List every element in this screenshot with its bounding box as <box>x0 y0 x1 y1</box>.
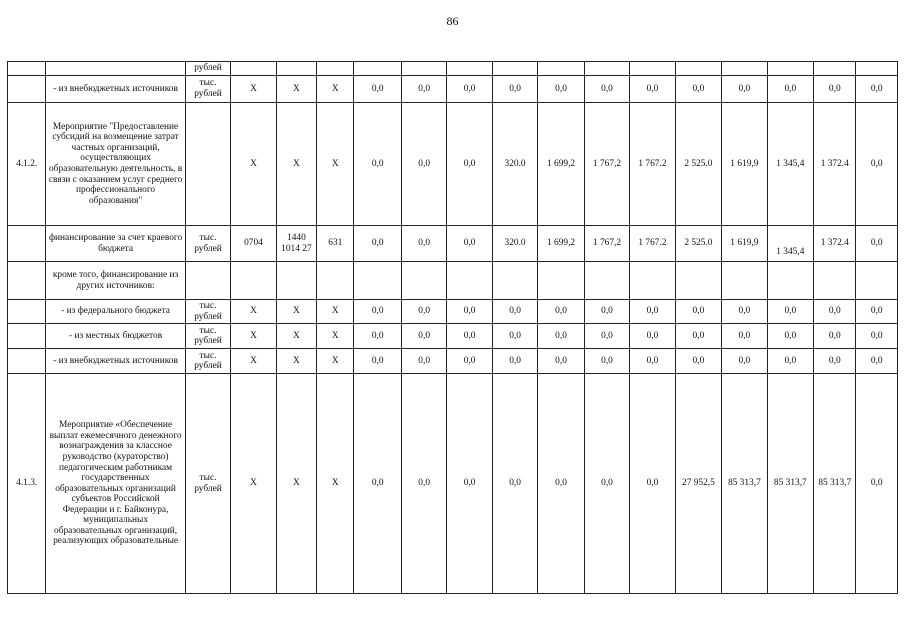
value-cell: 0,0 <box>447 300 492 324</box>
unit-cell: тыс. рублей <box>185 349 230 374</box>
value-cell: 0,0 <box>447 349 492 374</box>
expense-code <box>317 62 354 76</box>
table-row <box>8 103 898 226</box>
value-cell: 0,0 <box>354 226 401 262</box>
row-description: - из федерального бюджета <box>46 300 185 324</box>
row-description: Мероприятие «Обеспечение выплат ежемесячного денежного вознаграждения за классное руководство (кураторство) педагогическим работникам государственных образовательных организаций субъектов Российской Федерации и г. Байконура, муниципальных образовательных организаций, реализующих образовательные <box>46 374 185 594</box>
target-code: Х <box>276 349 316 374</box>
value-cell <box>630 62 675 76</box>
row-description: - из внебюджетных источников <box>46 76 185 103</box>
value-cell: 0,0 <box>814 300 856 324</box>
unit-cell <box>185 262 230 300</box>
expense-code: Х <box>317 103 354 226</box>
target-code: 1440 1014 27 <box>276 226 316 262</box>
page-number: 86 <box>446 14 459 28</box>
value-cell: 1 619,9 <box>722 226 767 262</box>
row-number: 4.1.2. <box>8 103 46 226</box>
value-cell: 0,0 <box>722 76 767 103</box>
value-cell <box>814 62 856 76</box>
row-description: - из местных бюджетов <box>46 324 185 349</box>
value-cell: 0,0 <box>675 76 721 103</box>
value-cell <box>856 62 898 76</box>
value-cell <box>722 62 767 76</box>
value-cell: 0,0 <box>722 324 767 349</box>
value-cell: 2 525.0 <box>675 226 721 262</box>
value-cell: 0,0 <box>354 300 401 324</box>
value-cell <box>675 262 721 300</box>
value-cell <box>447 62 492 76</box>
value-cell: 0,0 <box>814 76 856 103</box>
value-cell: 85 313,7 <box>767 374 813 594</box>
value-cell: 1 345,4 <box>767 103 813 226</box>
section-code: Х <box>231 349 276 374</box>
value-cell: 0,0 <box>630 349 675 374</box>
section-code <box>231 62 276 76</box>
table-row <box>8 262 898 300</box>
target-code: Х <box>276 324 316 349</box>
section-code: Х <box>231 324 276 349</box>
value-cell: 320.0 <box>492 103 537 226</box>
value-cell: 0,0 <box>856 76 898 103</box>
expense-code: Х <box>317 76 354 103</box>
value-cell: 0,0 <box>354 76 401 103</box>
value-cell: 0,0 <box>630 76 675 103</box>
row-number <box>8 62 46 76</box>
target-code: Х <box>276 374 316 594</box>
row-description: - из внебюджетных источников <box>46 349 185 374</box>
value-cell: 1 345,4 <box>767 226 813 262</box>
value-cell <box>354 262 401 300</box>
value-cell: 0,0 <box>401 324 446 349</box>
value-cell: 0,0 <box>630 324 675 349</box>
section-code: 0704 <box>231 226 276 262</box>
row-number <box>8 324 46 349</box>
target-code: Х <box>276 103 316 226</box>
value-cell: 0,0 <box>538 349 584 374</box>
value-cell: 1 767.2 <box>630 226 675 262</box>
value-cell <box>354 62 401 76</box>
value-cell: 1 767.2 <box>630 103 675 226</box>
value-cell <box>538 62 584 76</box>
value-cell: 85 313,7 <box>722 374 767 594</box>
value-cell: 0,0 <box>856 103 898 226</box>
value-cell: 0,0 <box>447 324 492 349</box>
expense-code: Х <box>317 324 354 349</box>
expense-code: Х <box>317 349 354 374</box>
value-cell: 0,0 <box>856 349 898 374</box>
value-cell: 0,0 <box>584 374 629 594</box>
value-cell: 0,0 <box>584 324 629 349</box>
value-cell: 0,0 <box>354 103 401 226</box>
section-code: Х <box>231 103 276 226</box>
value-cell: 0,0 <box>492 76 537 103</box>
expense-code <box>317 262 354 300</box>
table-row <box>8 374 898 594</box>
value-cell: 1 372.4 <box>814 103 856 226</box>
value-cell: 0,0 <box>630 374 675 594</box>
row-number <box>8 76 46 103</box>
budget-table <box>7 61 898 594</box>
value-cell <box>584 62 629 76</box>
value-cell: 0,0 <box>584 76 629 103</box>
unit-cell: тыс. рублей <box>185 374 230 594</box>
value-cell: 0,0 <box>354 349 401 374</box>
value-cell: 0,0 <box>492 300 537 324</box>
value-cell: 0,0 <box>354 324 401 349</box>
value-cell: 0,0 <box>538 324 584 349</box>
value-cell: 85 313,7 <box>814 374 856 594</box>
value-cell: 0,0 <box>722 349 767 374</box>
value-cell: 1 619,9 <box>722 103 767 226</box>
target-code: Х <box>276 300 316 324</box>
value-cell: 27 952,5 <box>675 374 721 594</box>
value-cell: 0,0 <box>814 349 856 374</box>
value-cell <box>584 262 629 300</box>
row-description <box>46 62 185 76</box>
value-cell: 0,0 <box>447 103 492 226</box>
value-cell <box>401 62 446 76</box>
value-cell: 0,0 <box>354 374 401 594</box>
value-cell: 0,0 <box>401 76 446 103</box>
value-cell: 0,0 <box>767 349 813 374</box>
expense-code: Х <box>317 374 354 594</box>
value-cell: 1 767,2 <box>584 103 629 226</box>
value-cell <box>492 62 537 76</box>
value-cell: 0,0 <box>401 374 446 594</box>
value-cell: 0,0 <box>401 103 446 226</box>
value-cell: 0,0 <box>856 300 898 324</box>
row-description: Мероприятие "Предоставление субсидий на возмещение затрат частных организаций, осуществляющих образовательную деятельность, в связи с оказанием услуг среднего профессионального образования" <box>46 103 185 226</box>
unit-cell: тыс. рублей <box>185 300 230 324</box>
value-cell: 0,0 <box>538 300 584 324</box>
value-cell: 0,0 <box>814 324 856 349</box>
value-cell: 1 699,2 <box>538 226 584 262</box>
value-cell: 0,0 <box>492 324 537 349</box>
value-cell: 2 525.0 <box>675 103 721 226</box>
value-cell: 0,0 <box>675 324 721 349</box>
value-cell: 0,0 <box>630 300 675 324</box>
table-row <box>8 226 898 262</box>
row-description: финансирование за счет краевого бюджета <box>46 226 185 262</box>
table-row <box>8 349 898 374</box>
table-row <box>8 76 898 103</box>
value-cell <box>767 262 813 300</box>
row-number <box>8 262 46 300</box>
value-cell: 0,0 <box>675 349 721 374</box>
value-cell <box>538 262 584 300</box>
value-cell: 1 699,2 <box>538 103 584 226</box>
value-cell <box>767 62 813 76</box>
section-code <box>231 262 276 300</box>
table-row <box>8 324 898 349</box>
value-cell: 0,0 <box>584 300 629 324</box>
value-cell <box>492 262 537 300</box>
value-cell: 1 372.4 <box>814 226 856 262</box>
unit-cell: рублей <box>185 62 230 76</box>
value-cell: 0,0 <box>856 374 898 594</box>
value-cell <box>401 262 446 300</box>
row-number <box>8 300 46 324</box>
value-cell: 0,0 <box>401 349 446 374</box>
value-cell: 0,0 <box>767 300 813 324</box>
target-code <box>276 262 316 300</box>
value-cell: 0,0 <box>538 374 584 594</box>
value-cell <box>722 262 767 300</box>
value-cell: 0,0 <box>584 349 629 374</box>
value-cell: 0,0 <box>675 300 721 324</box>
value-cell: 0,0 <box>856 226 898 262</box>
value-cell: 0,0 <box>401 300 446 324</box>
value-cell <box>814 262 856 300</box>
value-cell <box>630 262 675 300</box>
value-cell: 0,0 <box>538 76 584 103</box>
value-cell: 0,0 <box>767 324 813 349</box>
target-code <box>276 62 316 76</box>
unit-cell: тыс. рублей <box>185 226 230 262</box>
value-cell: 0,0 <box>492 374 537 594</box>
value-cell <box>675 62 721 76</box>
row-number: 4.1.3. <box>8 374 46 594</box>
section-code: Х <box>231 374 276 594</box>
table-row <box>8 62 898 76</box>
value-cell: 0,0 <box>722 300 767 324</box>
value-cell <box>856 262 898 300</box>
section-code: Х <box>231 76 276 103</box>
value-cell: 0,0 <box>447 76 492 103</box>
unit-cell: тыс. рублей <box>185 324 230 349</box>
target-code: Х <box>276 76 316 103</box>
section-code: Х <box>231 300 276 324</box>
value-cell: 0,0 <box>401 226 446 262</box>
row-description: кроме того, финансирование из других источников: <box>46 262 185 300</box>
value-cell: 0,0 <box>767 76 813 103</box>
value-cell: 1 767,2 <box>584 226 629 262</box>
value-cell: 0,0 <box>492 349 537 374</box>
row-number <box>8 226 46 262</box>
unit-cell <box>185 103 230 226</box>
value-cell: 0,0 <box>447 374 492 594</box>
unit-cell: тыс. рублей <box>185 76 230 103</box>
expense-code: 631 <box>317 226 354 262</box>
expense-code: Х <box>317 300 354 324</box>
value-cell: 0,0 <box>447 226 492 262</box>
value-cell: 320.0 <box>492 226 537 262</box>
value-cell: 0,0 <box>856 324 898 349</box>
row-number <box>8 349 46 374</box>
value-cell <box>447 262 492 300</box>
table-row <box>8 300 898 324</box>
